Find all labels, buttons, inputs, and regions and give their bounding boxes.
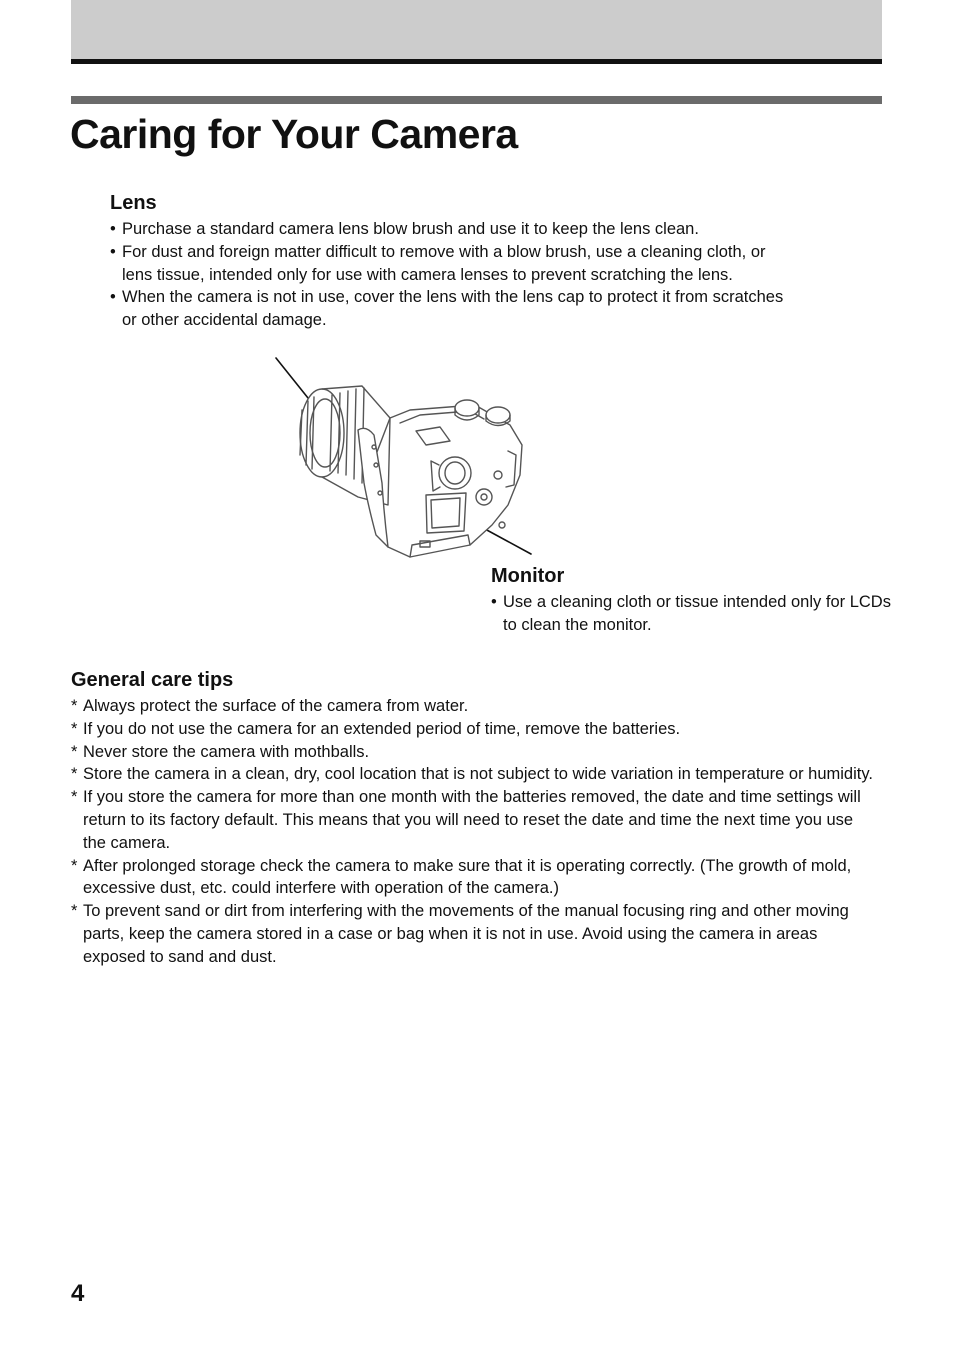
header-band <box>71 0 882 59</box>
general-care-section <box>71 668 876 969</box>
header-rule <box>71 59 882 64</box>
monitor-section <box>491 564 891 637</box>
lens-heading: Lens <box>110 192 157 214</box>
list-item: * Always protect the surface of the camera from water. <box>71 695 876 718</box>
list-item: * If you store the camera for more than one month with the batteries removed, the date and time settings will return to its factory default. This means that you will need to reset the date and time the next time you use the camera. <box>71 786 876 854</box>
list-item: • For dust and foreign matter difficult to remove with a blow brush, use a cleaning cloth, or lens tissue, intended only for use with camera lenses to prevent scratching the lens. <box>110 241 790 287</box>
list-item: • When the camera is not in use, cover the lens with the lens cap to protect it from scratches or other accidental damage. <box>110 286 790 332</box>
title-rule <box>71 96 882 104</box>
list-item: * Never store the camera with mothballs. <box>71 741 876 764</box>
monitor-heading: Monitor <box>491 565 565 587</box>
list-item: * Store the camera in a clean, dry, cool location that is not subject to wide variation in temperature or humidity. <box>71 763 876 786</box>
list-item: * To prevent sand or dirt from interfering with the movements of the manual focusing ring and other moving parts, keep the camera stored in a case or bag when it is not in use. Avoid using the camera in areas exposed to sand and dust. <box>71 900 876 968</box>
list-item: • Use a cleaning cloth or tissue intended only for LCDs to clean the monitor. <box>491 591 891 637</box>
general-care-heading: General care tips <box>71 669 234 691</box>
list-item: * After prolonged storage check the camera to make sure that it is operating correctly. (The growth of mold, excessive dust, etc. could interfere with operation of the camera.) <box>71 855 876 901</box>
lens-list <box>110 218 790 332</box>
general-care-list <box>71 695 876 969</box>
camera-illustration-icon <box>270 355 540 565</box>
list-item: * If you do not use the camera for an extended period of time, remove the batteries. <box>71 718 876 741</box>
page-number: 4 <box>71 1280 85 1307</box>
lens-section <box>110 191 790 332</box>
page-title: Caring for Your Camera <box>70 111 518 157</box>
list-item: • Purchase a standard camera lens blow brush and use it to keep the lens clean. <box>110 218 790 241</box>
monitor-list <box>491 591 891 637</box>
